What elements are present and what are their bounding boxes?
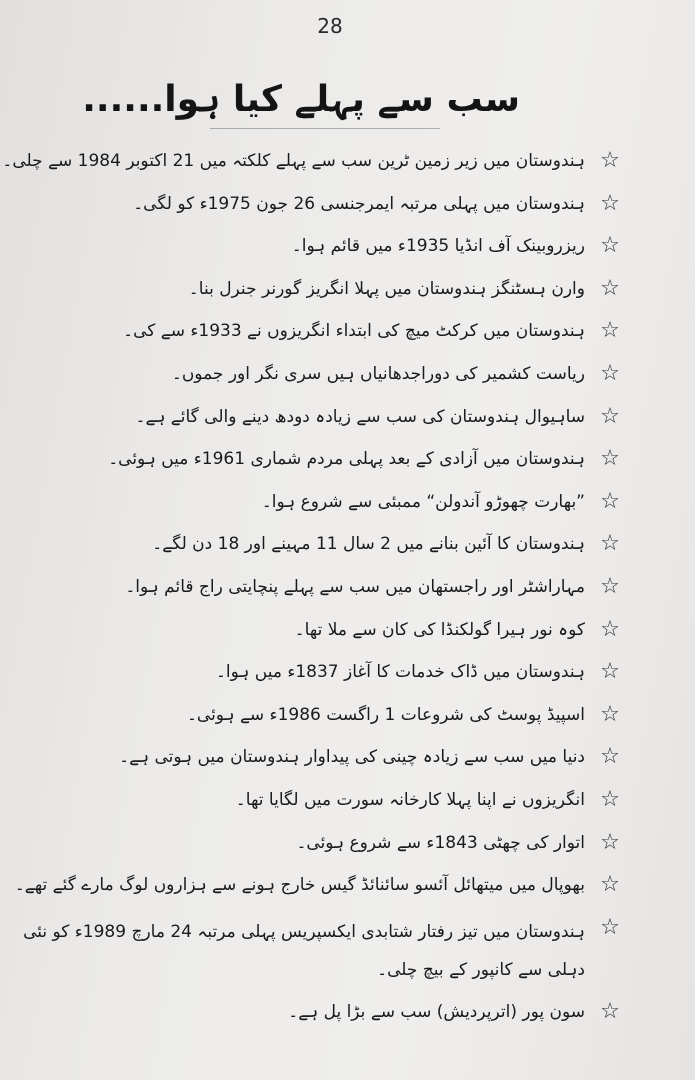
star-outline-icon: ☆ <box>600 701 620 727</box>
list-item <box>0 183 695 226</box>
list-item <box>0 907 695 991</box>
star-outline-icon: ☆ <box>600 488 620 514</box>
star-outline-icon: ☆ <box>600 446 620 472</box>
list-item <box>0 438 695 481</box>
list-item <box>0 651 695 694</box>
star-outline-icon: ☆ <box>600 148 620 173</box>
star-outline-icon: ☆ <box>600 573 620 599</box>
list-item-text: انگریزوں نے اپنا پہلا کارخانہ سورت میں لگایا تھا۔ <box>235 789 585 810</box>
list-item-text: ہندوستان میں زیر زمین ٹرین سب سے پہلے کلکتہ میں 21 اکتوبر 1984 سے چلی۔ <box>2 151 585 171</box>
list-item <box>0 566 695 609</box>
list-item <box>0 310 695 353</box>
star-outline-icon: ☆ <box>600 786 620 812</box>
list-item-text: ریزروبینک آف انڈیا 1935ء میں قائم ہوا۔ <box>291 236 585 257</box>
list-item <box>0 140 695 183</box>
star-outline-icon: ☆ <box>600 998 620 1024</box>
list-item <box>0 736 695 779</box>
list-item-text: ہندوستان میں تیز رفتار شتابدی ایکسپریس پہلی مرتبہ 24 مارچ 1989ء کو نئی دہلی سے کانپور کے بیچ چلی۔ <box>23 921 585 980</box>
list-item <box>0 396 695 439</box>
star-outline-icon: ☆ <box>600 872 620 898</box>
facts-list <box>0 140 695 1033</box>
star-outline-icon: ☆ <box>600 403 620 429</box>
list-item <box>0 523 695 566</box>
star-outline-icon: ☆ <box>600 190 620 216</box>
list-item-text: ہندوستان میں ڈاک خدمات کا آغاز 1837ء میں ہوا۔ <box>215 662 585 683</box>
star-outline-icon: ☆ <box>600 659 620 685</box>
list-item-text: ہندوستان میں کرکٹ میچ کی ابتداء انگریزوں نے 1933ء سے کی۔ <box>123 321 585 342</box>
list-item-text: دنیا میں سب سے زیادہ چینی کی پیداوار ہندوستان میں ہوتی ہے۔ <box>119 747 585 768</box>
star-outline-icon: ☆ <box>600 616 620 642</box>
list-item <box>0 353 695 396</box>
title-underline <box>210 128 440 129</box>
list-item <box>0 822 695 865</box>
list-item-text: وارن ہسٹنگز ہندوستان میں پہلا انگریز گورنر جنرل بنا۔ <box>188 278 585 299</box>
page-number: 28 <box>317 14 343 38</box>
list-item-text: ہندوستان میں پہلی مرتبہ ایمرجنسی 26 جون 1975ء کو لگی۔ <box>133 193 585 214</box>
star-outline-icon: ☆ <box>600 275 620 301</box>
star-outline-icon: ☆ <box>600 360 620 386</box>
list-item <box>0 609 695 652</box>
list-item-text: بھوپال میں میتھائل آئسو سائنائڈ گیس خارج ہونے سے ہزاروں لوگ مارے گئے تھے۔ <box>14 875 585 896</box>
list-item-text: کوہ نور ہیرا گولکنڈا کی کان سے ملا تھا۔ <box>294 619 585 640</box>
star-outline-icon: ☆ <box>600 914 620 940</box>
list-item <box>0 991 695 1034</box>
list-item-text: ہندوستان میں آزادی کے بعد پہلی مردم شماری 1961ء میں ہوئی۔ <box>108 449 585 470</box>
star-outline-icon: ☆ <box>600 233 620 259</box>
list-item <box>0 268 695 311</box>
list-item <box>0 481 695 524</box>
list-item-text: اتوار کی چھٹی 1843ء سے شروع ہوئی۔ <box>296 832 585 853</box>
star-outline-icon: ☆ <box>600 829 620 855</box>
list-item <box>0 694 695 737</box>
list-item <box>0 864 695 907</box>
list-item-text: ”بھارت چھوڑو آندولن“ ممبئی سے شروع ہوا۔ <box>261 491 585 512</box>
page-title: سب سے پہلے کیا ہوا...... <box>82 79 520 120</box>
list-item <box>0 225 695 268</box>
list-item-text: ساہیوال ہندوستان کی سب سے زیادہ دودھ دینے والی گائے ہے۔ <box>135 406 585 427</box>
star-outline-icon: ☆ <box>600 318 620 344</box>
list-item <box>0 779 695 822</box>
star-outline-icon: ☆ <box>600 744 620 770</box>
list-item-text: سون پور (اترپردیش) سب سے بڑا پل ہے۔ <box>288 1001 585 1022</box>
star-outline-icon: ☆ <box>600 531 620 557</box>
list-item-text: مہاراشٹر اور راجستھان میں سب سے پہلے پنچایتی راج قائم ہوا۔ <box>125 576 585 597</box>
list-item-text: ریاست کشمیر کی دوراجدھانیاں ہیں سری نگر اور جموں۔ <box>171 363 585 384</box>
list-item-text: اسپیڈ پوسٹ کی شروعات 1 راگست 1986ء سے ہوئی۔ <box>186 704 585 725</box>
list-item-text: ہندوستان کا آئین بنانے میں 2 سال 11 مہینے اور 18 دن لگے۔ <box>152 534 585 555</box>
